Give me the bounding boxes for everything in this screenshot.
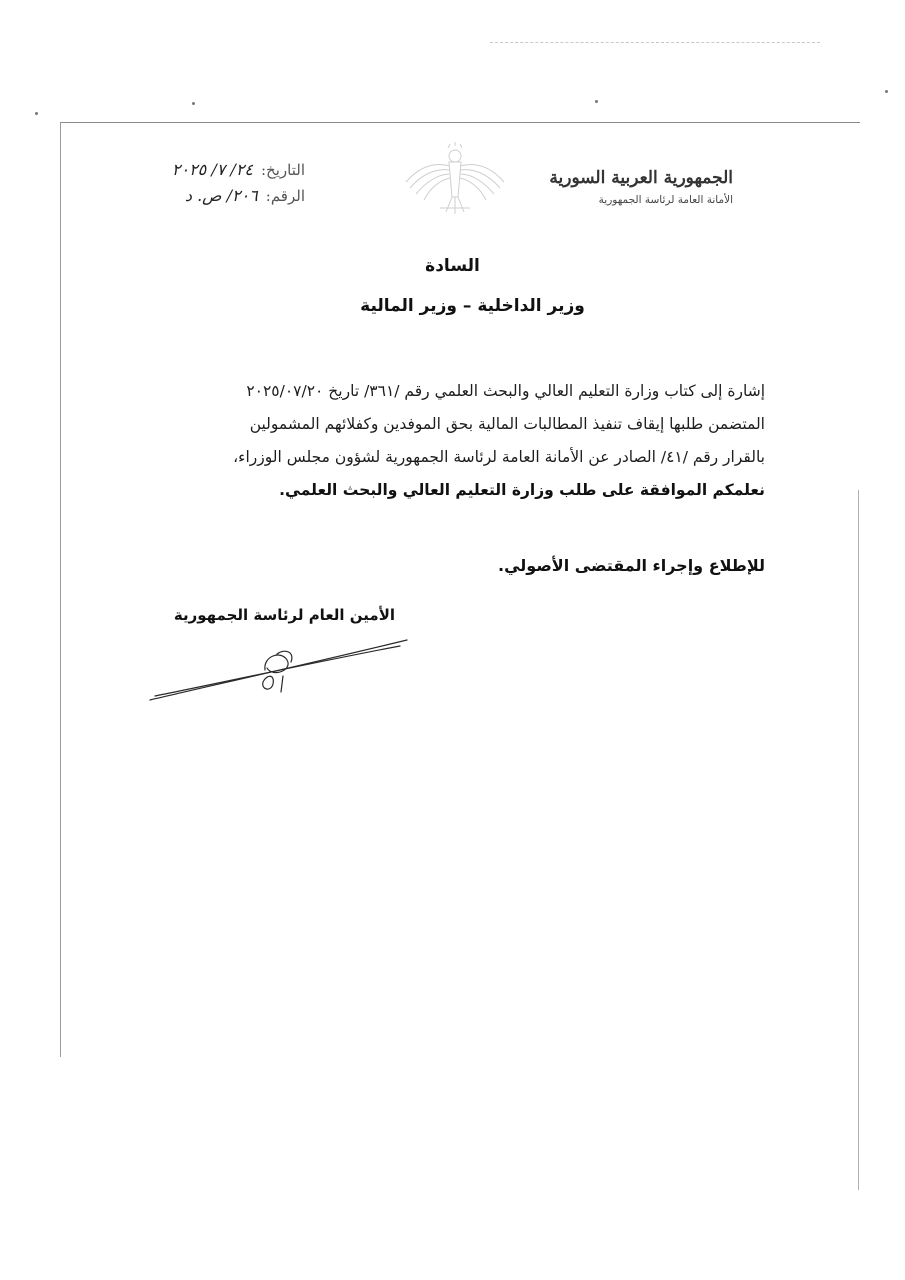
salutation: السادة [425,256,480,276]
closing-line: للإطلاع وإجراء المقتضى الأصولي. [498,556,765,575]
scan-speck [595,100,598,103]
handwritten-signature [145,632,415,707]
body-line: المتضمن طلبها إيقاف تنفيذ المطالبات المالية بحق الموفدين وكفلائهم المشمولين [249,415,765,433]
body-decision: نعلمكم الموافقة على طلب وزارة التعليم العالي والبحث العلمي. [279,481,765,499]
scan-edge-top [60,122,860,123]
date-value: ٢٤/ ٧/ ٢٠٢٥ [171,160,253,179]
scan-speck [192,102,195,105]
org-subtitle: الأمانة العامة لرئاسة الجمهورية [598,194,733,206]
eagle-emblem-icon [400,142,510,222]
date-label: التاريخ: [261,161,305,179]
scan-artifact-dashes [490,42,820,43]
date-row [90,160,305,186]
signatory-title: الأمين العام لرئاسة الجمهورية [173,606,395,624]
reference-value: ٢٠٦/ ص. د [184,186,258,205]
reference-label: الرقم: [265,187,305,205]
recipients: وزير الداخلية – وزير المالية [360,296,585,316]
reference-row [90,186,305,212]
body-line: بالقرار رقم /٤١/ الصادر عن الأمانة العامة لرئاسة الجمهورية لشؤون مجلس الوزراء، [233,448,765,466]
letter-body [145,375,765,507]
org-name: الجمهورية العربية السورية [549,168,733,188]
scan-speck [885,90,888,93]
letter-meta [90,160,305,212]
scan-edge-right [858,490,859,1190]
scan-speck [35,112,38,115]
letterhead-org [549,168,733,206]
body-line: إشارة إلى كتاب وزارة التعليم العالي والبحث العلمي رقم /٣٦١/ تاريخ ٢٠٢٥/٠٧/٢٠ [246,382,765,400]
